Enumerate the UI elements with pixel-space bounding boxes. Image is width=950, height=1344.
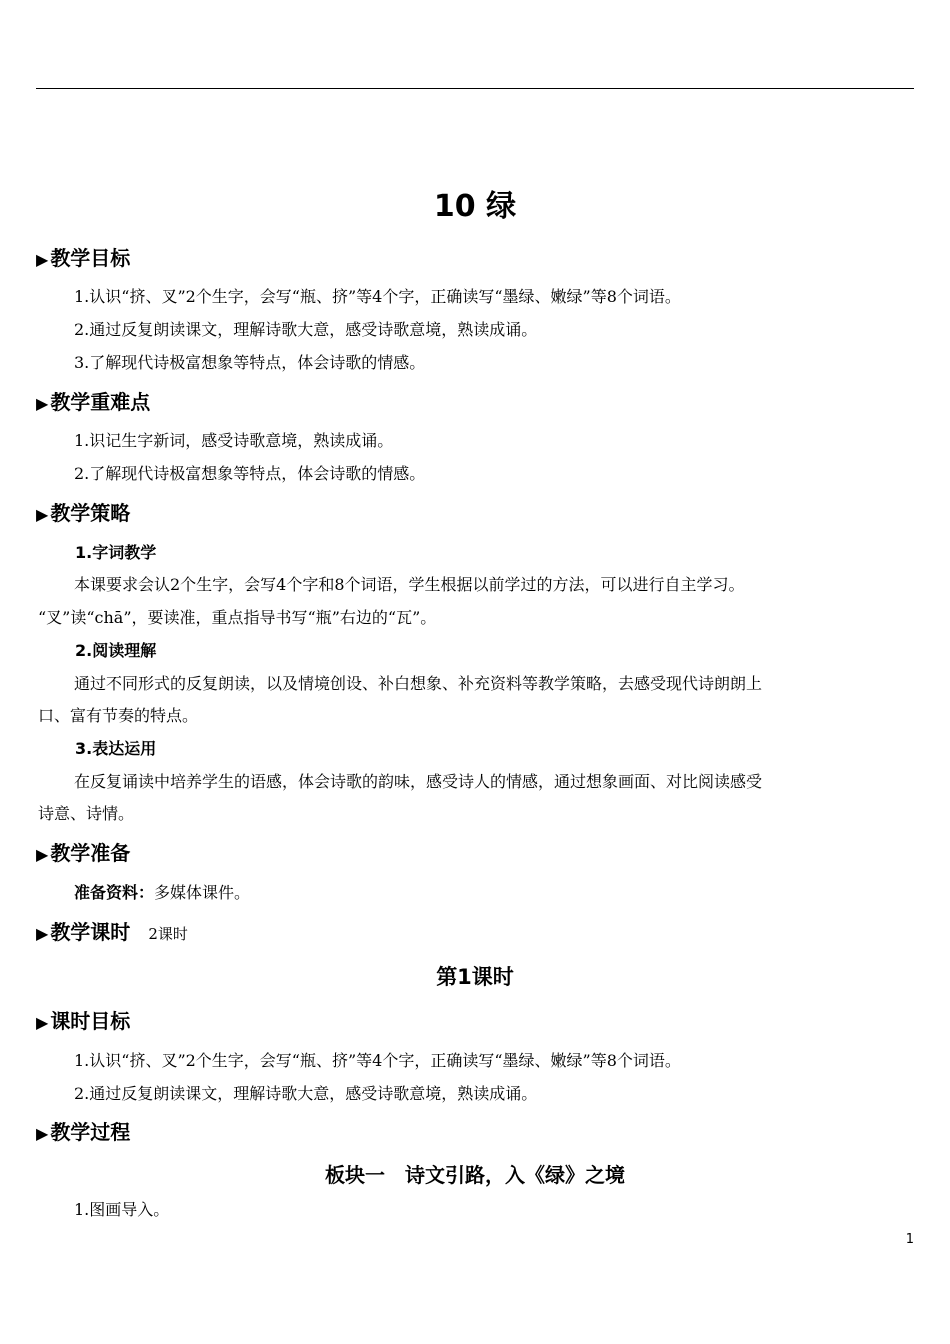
heading-hours: ▶ 教学课时 2课时: [36, 920, 188, 944]
key-point-item: 2.了解现代诗极富想象等特点，体会诗歌的情感。: [74, 464, 426, 483]
key-point-item: 1.识记生字新词，感受诗歌意境，熟读成诵。: [74, 431, 394, 450]
prep-value: 多媒体课件。: [154, 883, 251, 902]
header-rule: [36, 88, 914, 89]
strategy-text: “叉”读“chā”，要读准，重点指导书写“瓶”右边的“瓦”。: [38, 608, 437, 627]
lesson1-title: 第1课时: [436, 965, 514, 989]
goal-item: 2.通过反复朗读课文，理解诗歌大意，感受诗歌意境，熟读成诵。: [74, 320, 538, 339]
strategy-text: 本课要求会认2个生字，会写4个字和8个词语，学生根据以前学过的方法，可以进行自主学习。: [74, 575, 745, 594]
strategy-sub-title: 2.阅读理解: [75, 641, 157, 660]
page-number: 1: [905, 1232, 914, 1247]
hours-value: 2课时: [148, 925, 188, 943]
strategy-sub-title: 1.字词教学: [75, 543, 157, 562]
arrow-icon: ▶: [36, 394, 49, 413]
arrow-icon: ▶: [36, 924, 49, 943]
prep-line: [74, 880, 250, 903]
page-title: 10 绿: [433, 189, 517, 224]
lesson-goal-item: 2.通过反复朗读课文，理解诗歌大意，感受诗歌意境，熟读成诵。: [74, 1084, 538, 1103]
heading-lesson-goals: ▶ 课时目标: [36, 1009, 131, 1033]
heading-goals: ▶ 教学目标: [36, 246, 131, 270]
arrow-icon: ▶: [36, 250, 49, 269]
arrow-icon: ▶: [36, 845, 49, 864]
arrow-icon: ▶: [36, 505, 49, 524]
strategy-text: 通过不同形式的反复朗读，以及情境创设、补白想象、补充资料等教学策略，去感受现代诗朗朗上: [74, 674, 763, 693]
prep-label: 准备资料：: [74, 883, 155, 902]
heading-prep: ▶ 教学准备: [36, 841, 131, 865]
goal-item: 3.了解现代诗极富想象等特点，体会诗歌的情感。: [74, 353, 426, 372]
block1-item: 1.图画导入。: [74, 1200, 170, 1219]
lesson-goal-item: 1.认识“挤、叉”2个生字，会写“瓶、挤”等4个字，正确读写“墨绿、嫩绿”等8个词语。: [74, 1051, 681, 1070]
block1-title: 板块一 诗文引路，入《绿》之境: [325, 1163, 625, 1187]
strategy-sub-title: 3.表达运用: [75, 739, 157, 758]
heading-key-points: ▶ 教学重难点: [36, 390, 151, 414]
heading-strategy: ▶ 教学策略: [36, 501, 131, 525]
strategy-text: 口、富有节奏的特点。: [38, 706, 199, 725]
arrow-icon: ▶: [36, 1013, 49, 1032]
strategy-text: 诗意、诗情。: [38, 804, 135, 823]
goal-item: 1.认识“挤、叉”2个生字，会写“瓶、挤”等4个字，正确读写“墨绿、嫩绿”等8个词语。: [74, 287, 681, 306]
heading-process: ▶ 教学过程: [36, 1120, 131, 1144]
strategy-text: 在反复诵读中培养学生的语感，体会诗歌的韵味，感受诗人的情感，通过想象画面、对比阅读感受: [74, 772, 763, 791]
arrow-icon: ▶: [36, 1124, 49, 1143]
